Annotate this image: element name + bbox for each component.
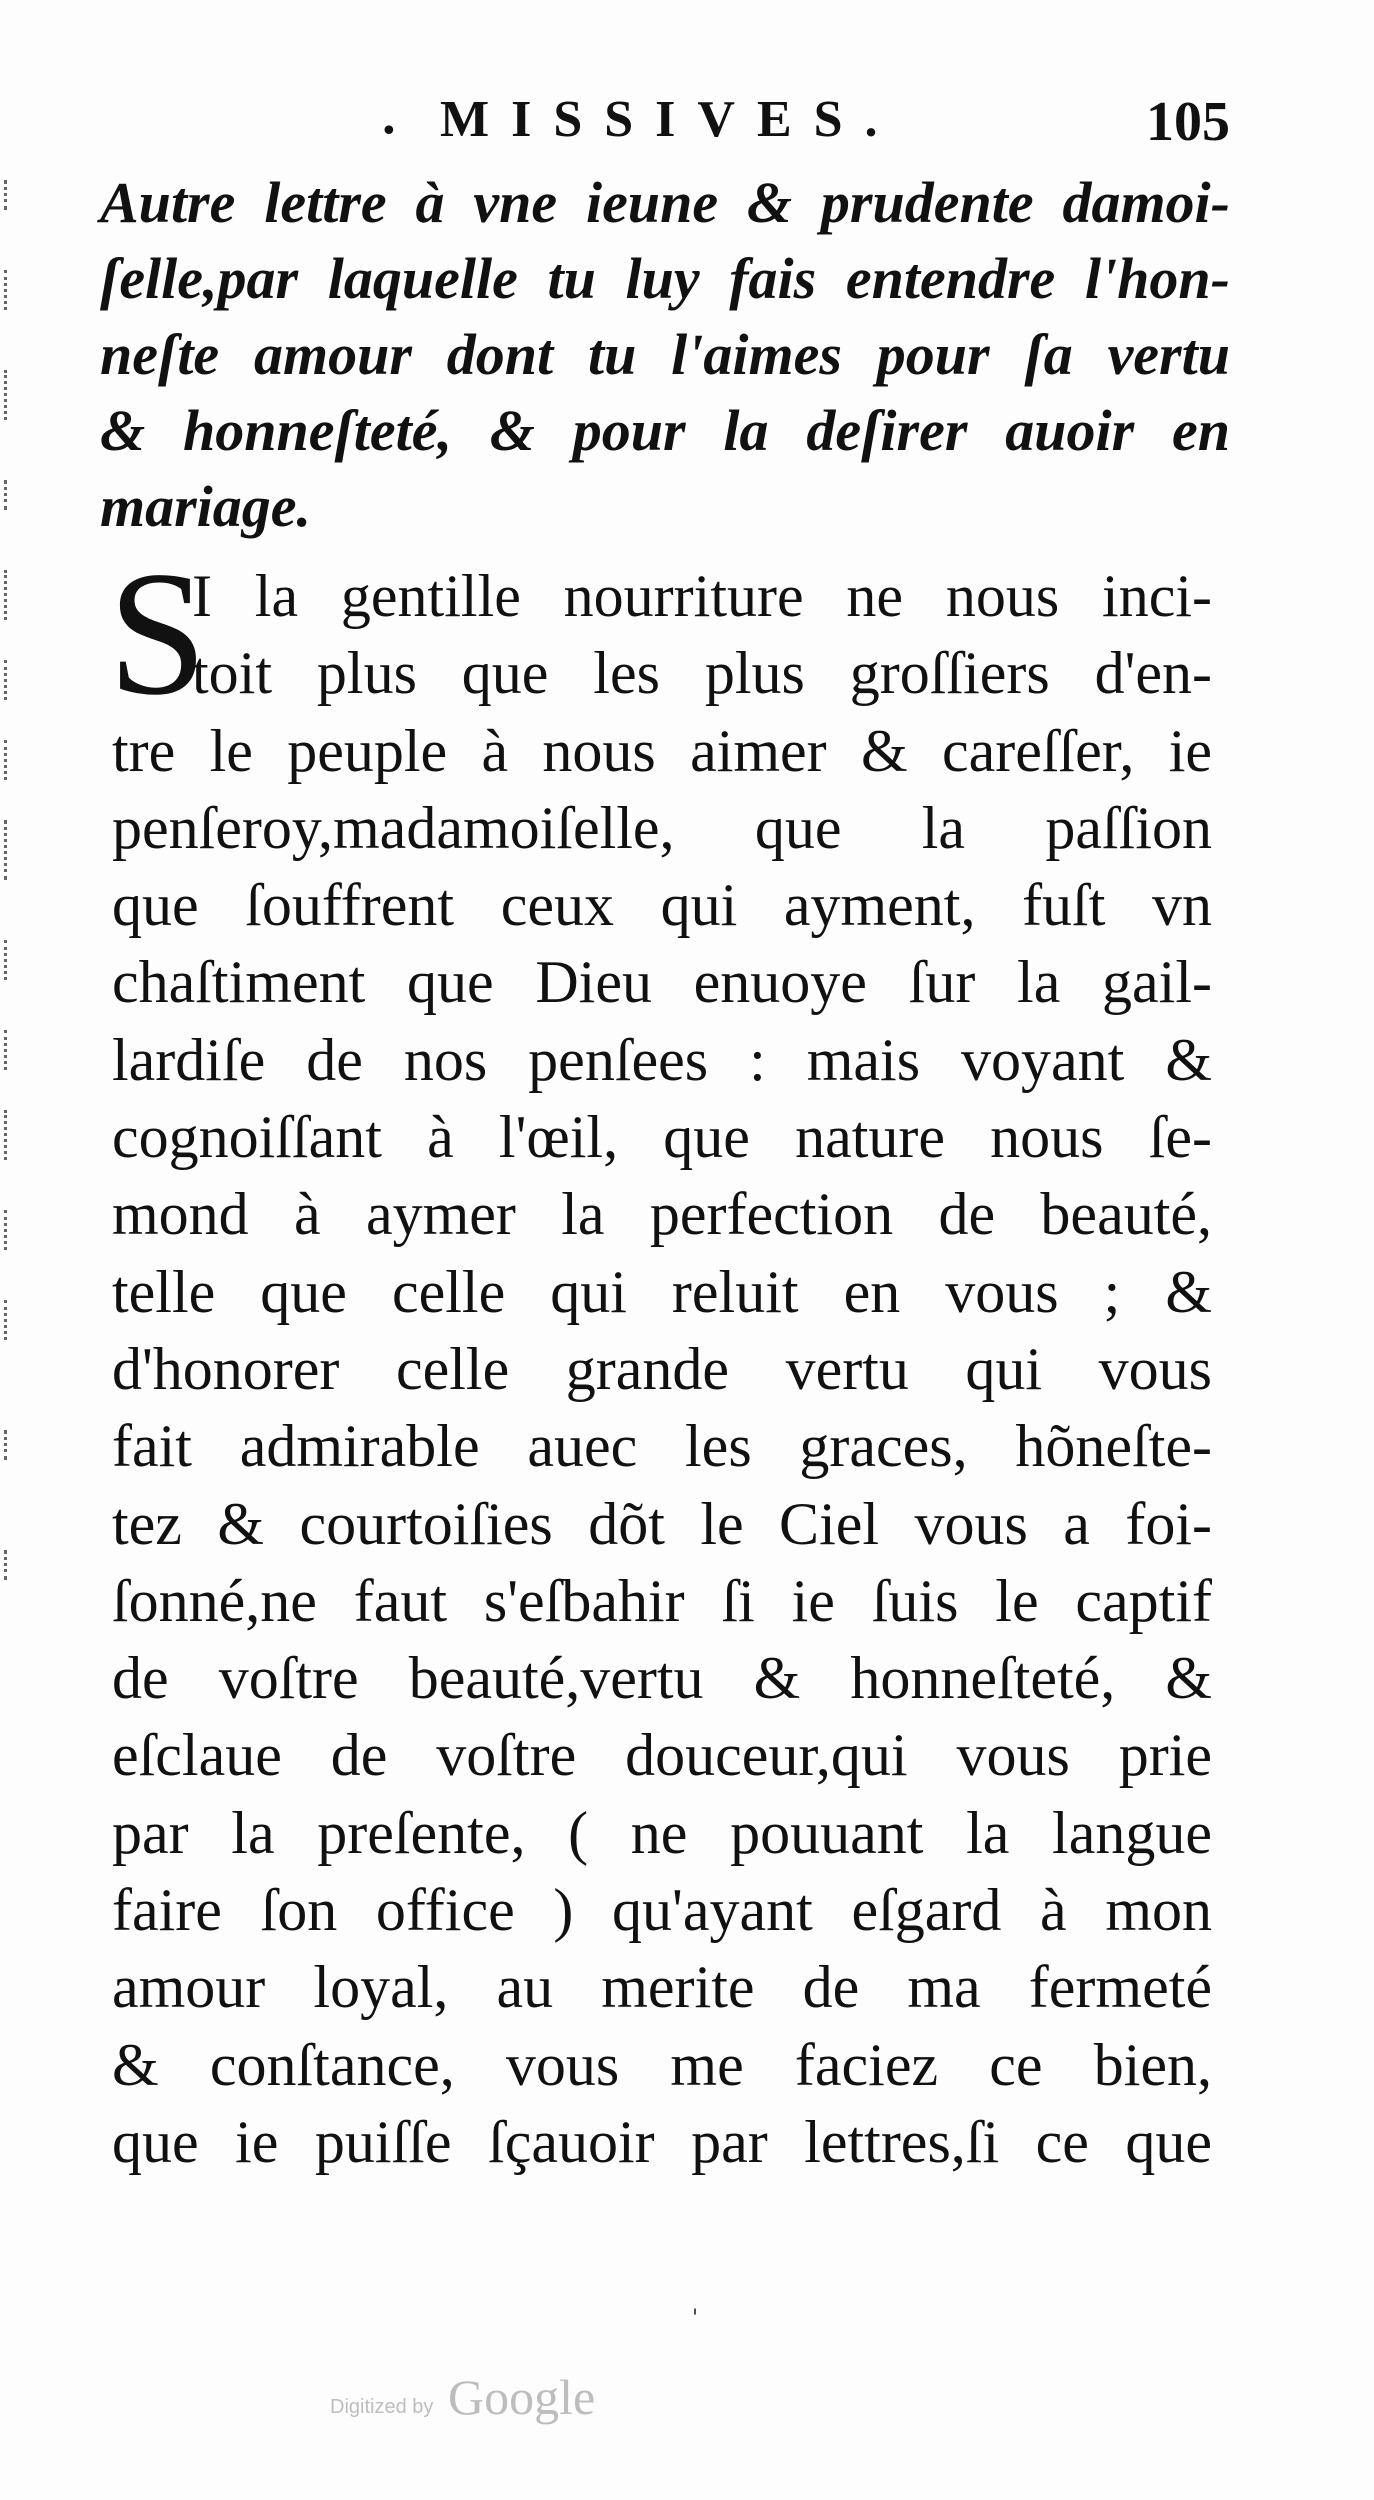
running-head: MISSIVES. [440, 91, 900, 148]
body-line: & conſtance, vous me faciez ce bien, [112, 2031, 1212, 2098]
body-line: ſonné,ne faut s'eſbahir ſi ie ſuis le captif [112, 1567, 1212, 1634]
heading-line: ſelle,par laquelle tu luy fais entendre l'hon- [100, 246, 1230, 311]
letter-body [112, 558, 1212, 2181]
watermark-prefix: Digitized by [330, 2396, 434, 2418]
body-line: tre le peuple à nous aimer & careſſer, ie [112, 717, 1212, 784]
heading-line: Autre lettre à vne ieune & prudente damoi- [100, 170, 1230, 235]
body-line: eſclaue de voſtre douceur,qui vous prie [112, 1722, 1212, 1789]
body-line: telle que celle qui reluit en vous ; & [112, 1258, 1212, 1325]
print-mark: ' [692, 2306, 699, 2331]
body-line: tez & courtoiſies dõt le Ciel vous a foi- [112, 1490, 1212, 1557]
header-ornament: • [380, 114, 398, 149]
body-line: d'honorer celle grande vertu qui vous [112, 1335, 1212, 1402]
page-number: 105 [1146, 91, 1230, 153]
body-line: fait admirable auec les graces, hõneſte- [112, 1413, 1212, 1480]
body-line: toit plus que les plus groſſiers d'en- [192, 640, 1212, 707]
body-line: amour loyal, au merite de ma fermeté [112, 1954, 1212, 2021]
body-line: mond à aymer la perfection de beauté, [112, 1181, 1212, 1248]
body-line: de voſtre beauté,vertu & honneſteté, & [112, 1645, 1212, 1712]
body-line: lardiſe de nos penſees : mais voyant & [112, 1026, 1212, 1093]
letter-heading [100, 165, 1230, 545]
heading-line: mariage. [100, 474, 312, 539]
body-line: penſeroy,madamoiſelle, que la paſſion [112, 794, 1212, 861]
body-line: cognoiſſant à l'œil, que nature nous ſe- [112, 1104, 1212, 1171]
google-logo: Google [448, 2369, 596, 2425]
heading-line: & honneſteté, & pour la deſirer auoir en [100, 398, 1230, 463]
body-line: que ſouffrent ceux qui ayment, fuſt vn [112, 872, 1212, 939]
facing-page-bleed [4, 180, 22, 1680]
body-line: chaſtiment que Dieu enuoye ſur la gail- [112, 949, 1212, 1016]
drop-cap-initial: S [108, 534, 207, 732]
heading-line: neſte amour dont tu l'aimes pour ſa vertu [100, 322, 1230, 387]
body-line: faire ſon office ) qu'ayant eſgard à mon [112, 1877, 1212, 1944]
digitization-watermark [330, 2368, 630, 2428]
body-line: I la gentille nourriture ne nous inci- [192, 563, 1212, 629]
body-line: par la preſente, ( ne pouuant la langue [112, 1799, 1212, 1866]
page-header [380, 90, 1230, 160]
body-line: que ie puiſſe ſçauoir par lettres,ſi ce que [112, 2108, 1212, 2175]
